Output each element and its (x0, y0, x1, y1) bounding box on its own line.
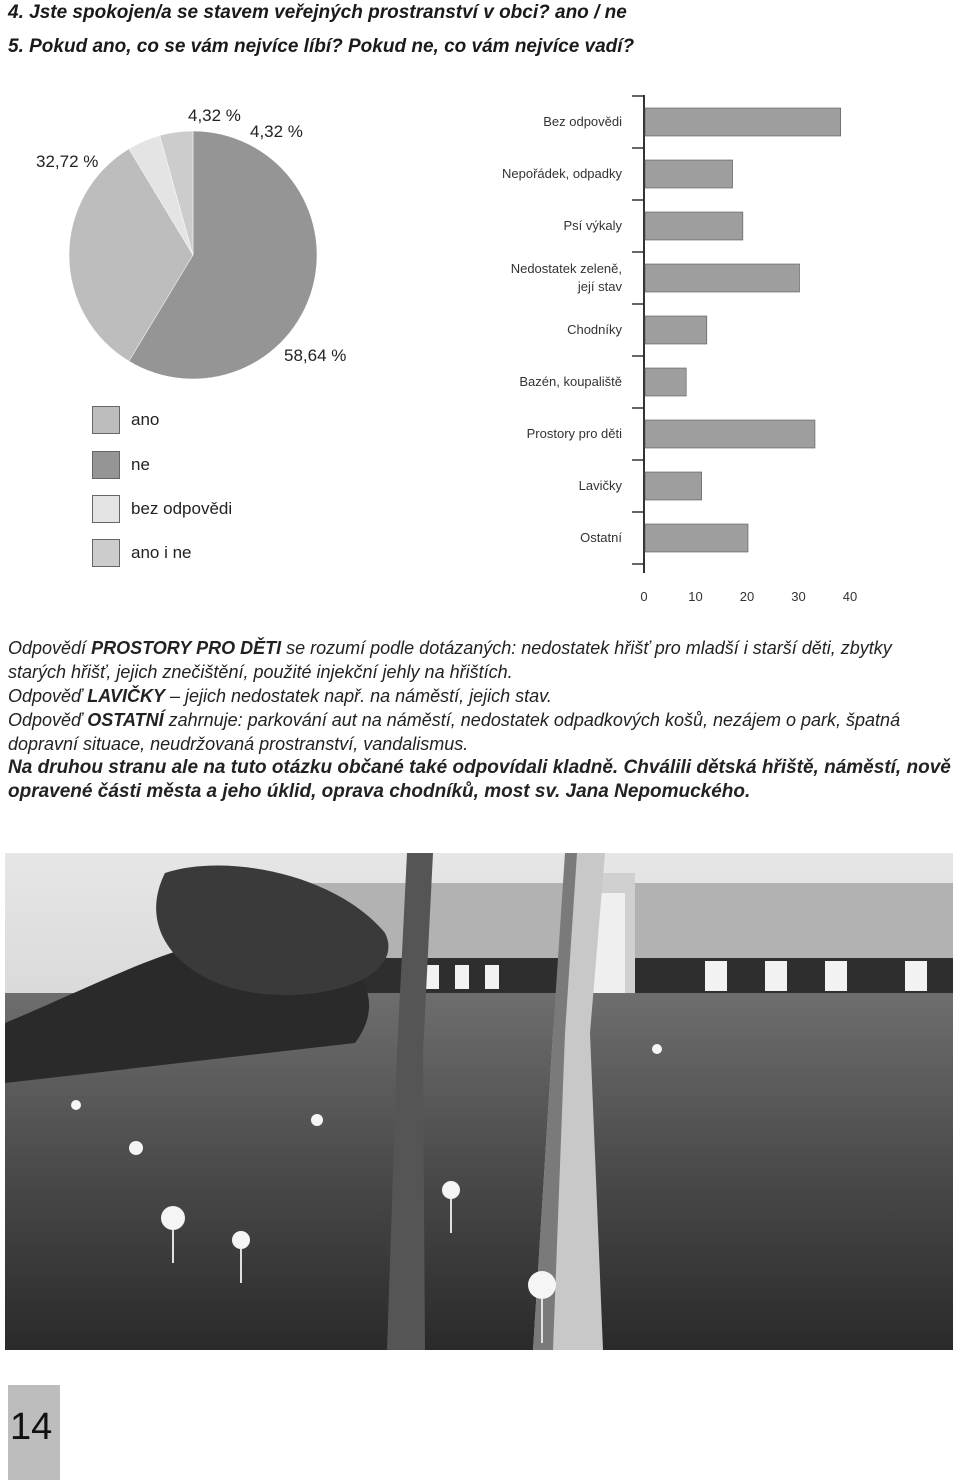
paragraph-positive: Na druhou stranu ale na tuto otázku občané také odpovídali kladně. Chválili dětská hřiště, náměstí, nově opravené části města a jeho úklid, oprava chodníků, most sv. Jana Nepomuckého. (8, 757, 951, 802)
question-5: 5. Pokud ano, co se vám nejvíce líbí? Pokud ne, co vám nejvíce vadí? (8, 36, 635, 57)
pie-label-bez-odpovedi: 4,32 % (188, 106, 241, 125)
bar-prostory-pro-deti (645, 420, 815, 448)
bar-psi-vykaly (645, 212, 743, 240)
bar-bez-odpovedi (645, 108, 841, 136)
bar-bazen-koupaliste (645, 368, 686, 396)
bar-x-tick-label: 40 (842, 589, 858, 604)
bar-category-label: Chodníky (567, 322, 622, 337)
pie-label-ano: 32,72 % (36, 152, 99, 171)
bar-category-label: Nepořádek, odpadky (502, 166, 622, 181)
bar-chodniky (645, 316, 707, 344)
bar-lavicky (645, 472, 702, 500)
question-4: 4. Jste spokojen/a se stavem veřejných prostranství v obci? ano / ne (8, 2, 627, 23)
bar-category-label: Psí výkaly (563, 218, 622, 233)
legend-label: bez odpovědi (131, 499, 233, 518)
bar-x-tick-label: 20 (739, 589, 755, 604)
legend-label: ne (131, 455, 150, 474)
legend-label: ano i ne (131, 543, 192, 562)
paragraph-lavicky: Odpověď LAVIČKY – jejich nedostatek např. na náměstí, jejich stav. (8, 686, 552, 706)
bar-category-label: Bazén, koupaliště (519, 374, 622, 389)
bar-neporadek-odpadky (645, 160, 733, 188)
bar-category-label: Prostory pro děti (526, 426, 622, 441)
bar-category-label: Ostatní (580, 530, 622, 545)
bar-nedostatek-zelene-jeji-stav (645, 264, 800, 292)
page-number: 14 (10, 1406, 53, 1448)
bar-chart (0, 95, 960, 615)
paragraph-prostory: Odpovědí PROSTORY PRO DĚTI se rozumí podle dotázaných: nedostatek hřišť pro mladší i starší děti, zbytky starých hřišť, jejich znečištění, použité injekční jehly na hřištích. (8, 638, 892, 682)
pie-label-ano-i-ne: 4,32 % (250, 122, 303, 141)
bar-x-tick-label: 0 (640, 589, 648, 604)
park-photo (5, 853, 953, 1350)
bar-x-tick-label: 30 (791, 589, 806, 604)
bar-category-label: Nedostatek zeleně, (510, 261, 622, 276)
paragraph-ostatni: Odpověď OSTATNÍ zahrnuje: parkování aut na náměstí, nedostatek odpadkových košů, nezájem o park, špatná dopravní situace, neudržovaná prostranství, vandalismus. (8, 710, 901, 754)
bar-ostatni (645, 524, 748, 552)
pie-label-ne: 58,64 % (284, 346, 347, 365)
bar-category-label: její stav (577, 279, 622, 294)
legend-label: ano (131, 410, 160, 429)
bar-category-label: Lavičky (578, 478, 622, 493)
bar-category-label: Bez odpovědi (543, 114, 622, 129)
bar-x-tick-label: 10 (688, 589, 703, 604)
